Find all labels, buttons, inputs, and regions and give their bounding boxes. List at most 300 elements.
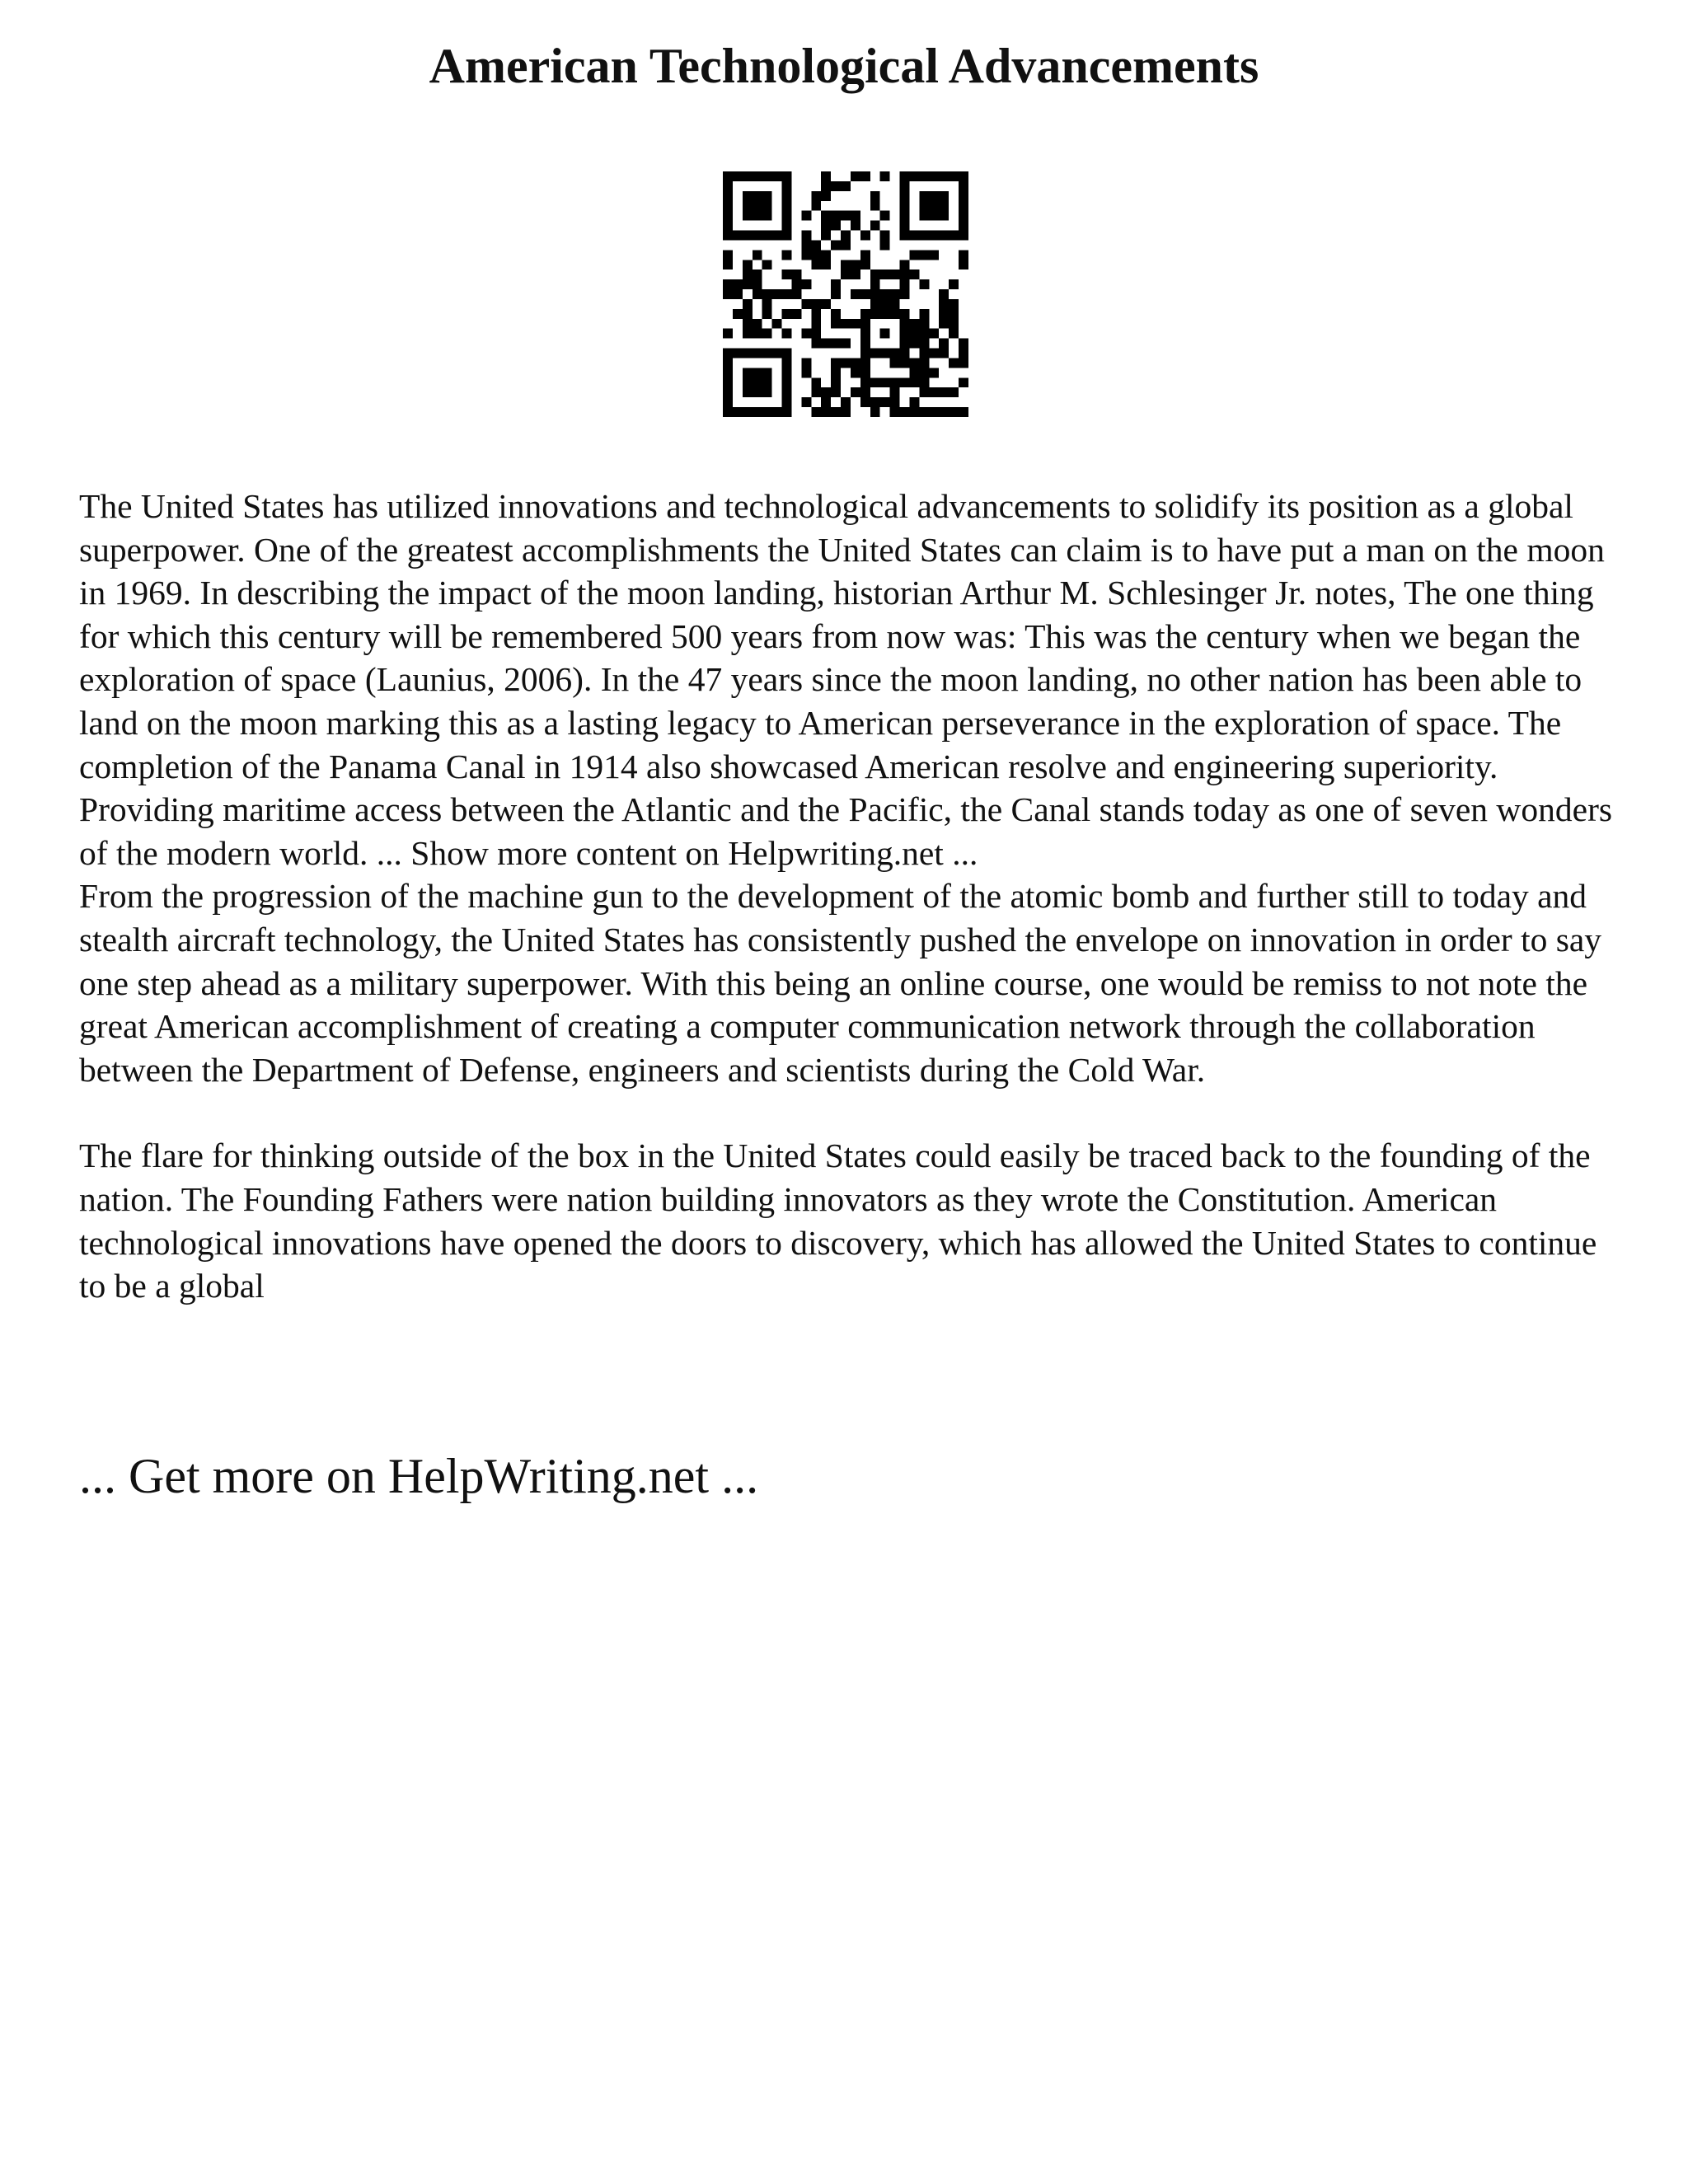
qr-module	[762, 289, 772, 299]
qr-module	[733, 279, 743, 289]
qr-module	[890, 299, 900, 309]
qr-module	[919, 339, 929, 349]
qr-module	[919, 377, 929, 387]
qr-module	[782, 201, 792, 211]
qr-module	[939, 299, 949, 309]
qr-module	[782, 407, 792, 417]
qr-module	[723, 260, 733, 269]
qr-module	[723, 181, 733, 191]
qr-module	[909, 171, 919, 181]
qr-module	[919, 349, 929, 359]
qr-module	[929, 211, 939, 221]
qr-module	[900, 260, 910, 269]
qr-module	[782, 358, 792, 368]
qr-module	[743, 260, 753, 269]
qr-module	[939, 231, 949, 241]
qr-module	[860, 349, 870, 359]
qr-module	[753, 191, 762, 201]
qr-module	[959, 221, 968, 231]
qr-module	[753, 211, 762, 221]
qr-module	[870, 289, 880, 299]
qr-module	[753, 171, 762, 181]
qr-module	[831, 387, 841, 397]
qr-module	[919, 191, 929, 201]
qr-module	[743, 299, 753, 309]
qr-module	[909, 377, 919, 387]
qr-module	[811, 299, 821, 309]
qr-module	[880, 289, 890, 299]
qr-module	[860, 250, 870, 260]
qr-module	[772, 289, 782, 299]
qr-module	[821, 221, 831, 231]
qr-module	[772, 319, 782, 329]
qr-module	[890, 269, 900, 279]
qr-module	[821, 387, 831, 397]
qr-module	[762, 171, 772, 181]
qr-module	[743, 269, 753, 279]
qr-module	[860, 368, 870, 377]
qr-module	[959, 358, 968, 368]
qr-module	[900, 349, 910, 359]
qr-module	[851, 269, 860, 279]
qr-module	[841, 181, 851, 191]
qr-module	[743, 279, 753, 289]
qr-module	[782, 387, 792, 397]
qr-module	[880, 240, 890, 250]
qr-module	[743, 171, 753, 181]
qr-module	[909, 231, 919, 241]
qr-module	[811, 309, 821, 319]
qr-module	[821, 191, 831, 201]
qr-module	[841, 260, 851, 269]
qr-module	[821, 299, 831, 309]
qr-module	[743, 377, 753, 387]
qr-module	[870, 191, 880, 201]
qr-module	[939, 211, 949, 221]
qr-module	[890, 358, 900, 368]
qr-module	[959, 260, 968, 269]
qr-module	[841, 339, 851, 349]
qr-module	[939, 407, 949, 417]
qr-module	[821, 339, 831, 349]
qr-module	[959, 349, 968, 359]
qr-module	[929, 407, 939, 417]
qr-module	[860, 289, 870, 299]
qr-module	[900, 377, 910, 387]
qr-module	[723, 349, 733, 359]
qr-module	[831, 339, 841, 349]
qr-module	[782, 329, 792, 339]
qr-module	[743, 387, 753, 397]
qr-module	[860, 319, 870, 329]
qr-module	[762, 201, 772, 211]
qr-module	[753, 387, 762, 397]
qr-module	[733, 309, 743, 319]
qr-module	[900, 309, 910, 319]
qr-module	[919, 171, 929, 181]
qr-module	[841, 211, 851, 221]
qr-module	[870, 269, 880, 279]
qr-module	[831, 279, 841, 289]
qr-module	[841, 397, 851, 407]
qr-module	[753, 279, 762, 289]
qr-module	[801, 329, 811, 339]
qr-module	[782, 269, 792, 279]
qr-module	[762, 387, 772, 397]
qr-module	[831, 181, 841, 191]
qr-module	[851, 358, 860, 368]
qr-module	[860, 377, 870, 387]
qr-module	[762, 407, 772, 417]
qr-module	[791, 289, 801, 299]
qr-module	[753, 329, 762, 339]
qr-module	[909, 358, 919, 368]
qr-module	[949, 299, 959, 309]
qr-module	[919, 309, 929, 319]
qr-module	[723, 358, 733, 368]
qr-module	[723, 231, 733, 241]
qr-module	[811, 377, 821, 387]
qr-module	[880, 171, 890, 181]
qr-module	[753, 231, 762, 241]
qr-module	[870, 221, 880, 231]
qr-module	[801, 211, 811, 221]
qr-module	[762, 368, 772, 377]
qr-module	[939, 201, 949, 211]
qr-module	[900, 171, 910, 181]
paragraph-2: From the progression of the machine gun to the development of the atomic bomb and further still to today and stealth aircraft technology, the United States has consistently pushed the envelope on innovation in order to say one step ahead as a military superpower. With this being an online course, one would be remiss to not note the great American accomplishment of creating a computer communication network through the collaboration between the Department of Defense, engineers and scientists during the Cold War.	[79, 877, 1602, 1089]
qr-module	[782, 397, 792, 407]
qr-module	[919, 387, 929, 397]
qr-module	[900, 319, 910, 329]
qr-module	[890, 309, 900, 319]
qr-module	[743, 407, 753, 417]
qr-module	[841, 240, 851, 250]
qr-module	[723, 377, 733, 387]
qr-module	[831, 221, 841, 231]
qr-module	[801, 368, 811, 377]
qr-module	[959, 201, 968, 211]
qr-module	[939, 319, 949, 329]
qr-module	[782, 181, 792, 191]
qr-module	[929, 201, 939, 211]
qr-module	[919, 329, 929, 339]
qr-module	[723, 171, 733, 181]
qr-module	[821, 171, 831, 181]
qr-module	[841, 269, 851, 279]
qr-module	[900, 211, 910, 221]
qr-module	[939, 191, 949, 201]
paragraph-3: The flare for thinking outside of the box in the United States could easily be traced back to the founding of the nation. The Founding Fathers were nation building innovators as they wrote the Constitution. American technological innovations have opened the doors to discovery, which has allowed the United States to continue to be a global	[79, 1137, 1597, 1305]
qr-module	[772, 407, 782, 417]
qr-module	[723, 201, 733, 211]
qr-module	[811, 407, 821, 417]
qr-module	[939, 339, 949, 349]
qr-module	[909, 397, 919, 407]
qr-module	[870, 309, 880, 319]
qr-module	[900, 221, 910, 231]
qr-module	[900, 289, 910, 299]
qr-module	[811, 240, 821, 250]
qr-module	[959, 339, 968, 349]
qr-module	[860, 309, 870, 319]
qr-module	[929, 250, 939, 260]
qr-module	[860, 231, 870, 241]
qr-module	[900, 329, 910, 339]
qr-module	[831, 289, 841, 299]
qr-module	[821, 397, 831, 407]
qr-module	[909, 319, 919, 329]
qr-module	[723, 397, 733, 407]
qr-module	[791, 279, 801, 289]
qr-module	[743, 211, 753, 221]
qr-module	[831, 240, 841, 250]
qr-module	[782, 309, 792, 319]
qr-module	[743, 349, 753, 359]
qr-module	[870, 299, 880, 309]
qr-module	[880, 299, 890, 309]
qr-module	[782, 221, 792, 231]
qr-module	[782, 171, 792, 181]
qr-module	[762, 191, 772, 201]
qr-module	[851, 221, 860, 231]
qr-module	[860, 171, 870, 181]
qr-module	[831, 309, 841, 319]
qr-module	[880, 269, 890, 279]
qr-module	[831, 377, 841, 387]
qr-module	[860, 358, 870, 368]
qr-module	[801, 397, 811, 407]
qr-module	[929, 349, 939, 359]
qr-module	[949, 407, 959, 417]
qr-module	[753, 407, 762, 417]
qr-module	[949, 319, 959, 329]
qr-module	[851, 368, 860, 377]
qr-module	[782, 377, 792, 387]
qr-module	[919, 250, 929, 260]
qr-module	[880, 397, 890, 407]
qr-module	[900, 201, 910, 211]
qr-module	[841, 231, 851, 241]
qr-module	[743, 329, 753, 339]
qr-module	[890, 289, 900, 299]
qr-module	[870, 377, 880, 387]
qr-module	[821, 211, 831, 221]
qr-module	[939, 289, 949, 299]
qr-module	[949, 358, 959, 368]
qr-module	[939, 387, 949, 397]
qr-module	[821, 407, 831, 417]
qr-module	[959, 377, 968, 387]
qr-module	[811, 387, 821, 397]
qr-module	[743, 309, 753, 319]
qr-module	[860, 260, 870, 269]
qr-module	[821, 260, 831, 269]
paragraph-spacer	[79, 1091, 1620, 1134]
qr-module	[890, 397, 900, 407]
qr-module	[909, 407, 919, 417]
qr-module	[743, 231, 753, 241]
qr-module	[782, 349, 792, 359]
qr-module	[782, 368, 792, 377]
qr-module	[791, 309, 801, 319]
qr-module	[909, 269, 919, 279]
qr-module	[841, 358, 851, 368]
qr-module	[801, 299, 811, 309]
qr-module	[723, 387, 733, 397]
qr-code-icon	[723, 171, 968, 417]
qr-module	[900, 181, 910, 191]
qr-module	[801, 358, 811, 368]
qr-module	[762, 211, 772, 221]
qr-module	[939, 171, 949, 181]
qr-module	[860, 339, 870, 349]
qr-module	[929, 231, 939, 241]
qr-module	[841, 407, 851, 417]
qr-module	[929, 171, 939, 181]
qr-module	[900, 269, 910, 279]
qr-module	[929, 191, 939, 201]
qr-module	[870, 201, 880, 211]
qr-module	[949, 171, 959, 181]
qr-module	[811, 191, 821, 201]
qr-module	[723, 368, 733, 377]
qr-module	[880, 329, 890, 339]
qr-module	[959, 407, 968, 417]
qr-module	[723, 289, 733, 299]
qr-module	[959, 250, 968, 260]
qr-module	[851, 387, 860, 397]
qr-module	[723, 221, 733, 231]
qr-module	[831, 319, 841, 329]
qr-module	[890, 377, 900, 387]
qr-module	[743, 201, 753, 211]
qr-module	[900, 231, 910, 241]
qr-module	[762, 260, 772, 269]
qr-module	[772, 349, 782, 359]
get-more-link[interactable]: ... Get more on HelpWriting.net ...	[79, 1449, 759, 1503]
qr-module	[811, 329, 821, 339]
qr-module	[959, 181, 968, 191]
qr-module	[929, 329, 939, 339]
qr-module	[811, 319, 821, 329]
paragraph-1: The United States has utilized innovations and technological advancements to solidify its position as a global superpower. One of the greatest accomplishments the United States can claim is to have put a man on the moon in 1969. In describing the impact of the moon landing, historian Arthur M. Schlesinger Jr. notes, The one thing for which this century will be remembered 500 years from now was: This was the century when we began the exploration of space (Launius, 2006). In the 47 years since the moon landing, no other nation has been able to land on the moon marking this as a lasting legacy to American perseverance in the exploration of space. The completion of the Panama Canal in 1914 also showcased American resolve and engineering superiority. Providing maritime access between the Atlantic and the Pacific, the Canal stands today as one of seven wonders of the modern world. ... Show more content on Helpwriting.net ...	[79, 487, 1613, 872]
qr-module	[782, 250, 792, 260]
qr-module	[811, 260, 821, 269]
qr-module	[762, 231, 772, 241]
qr-module	[821, 181, 831, 191]
qr-module	[801, 231, 811, 241]
qr-module	[860, 397, 870, 407]
qr-module	[753, 319, 762, 329]
qr-module	[841, 319, 851, 329]
qr-module	[870, 397, 880, 407]
qr-module	[949, 231, 959, 241]
qr-module	[723, 407, 733, 417]
qr-module	[959, 231, 968, 241]
qr-module	[811, 201, 821, 211]
qr-module	[919, 231, 929, 241]
qr-module	[909, 250, 919, 260]
qr-module	[762, 309, 772, 319]
qr-module	[743, 368, 753, 377]
qr-module	[880, 211, 890, 221]
qr-module	[743, 319, 753, 329]
qr-module	[939, 309, 949, 319]
qr-module	[851, 171, 860, 181]
qr-module	[860, 329, 870, 339]
qr-module	[880, 231, 890, 241]
qr-module	[782, 211, 792, 221]
qr-module	[801, 279, 811, 289]
qr-module	[900, 339, 910, 349]
qr-module	[723, 191, 733, 201]
qr-module	[831, 368, 841, 377]
qr-module	[919, 368, 929, 377]
qr-module	[782, 289, 792, 299]
qr-module	[919, 279, 929, 289]
qr-module	[890, 349, 900, 359]
qr-module	[851, 211, 860, 221]
qr-module	[733, 407, 743, 417]
qr-module	[762, 329, 772, 339]
qr-module	[851, 319, 860, 329]
qr-module	[890, 407, 900, 417]
qr-module	[821, 250, 831, 260]
qr-module	[959, 191, 968, 201]
qr-module	[900, 358, 910, 368]
qr-module	[762, 299, 772, 309]
qr-module	[900, 279, 910, 289]
qr-module	[919, 201, 929, 211]
qr-module	[733, 171, 743, 181]
qr-module	[743, 191, 753, 201]
qr-module	[762, 349, 772, 359]
qr-module	[880, 377, 890, 387]
qr-module	[909, 339, 919, 349]
qr-module	[733, 231, 743, 241]
qr-module	[782, 231, 792, 241]
qr-module	[753, 289, 762, 299]
qr-module	[949, 309, 959, 319]
qr-module	[959, 211, 968, 221]
qr-module	[909, 368, 919, 377]
qr-module	[900, 407, 910, 417]
qr-module	[919, 319, 929, 329]
qr-module	[929, 368, 939, 377]
qr-module	[900, 191, 910, 201]
qr-module	[851, 260, 860, 269]
qr-module	[831, 211, 841, 221]
qr-module	[753, 269, 762, 279]
qr-module	[860, 387, 870, 397]
qr-module	[831, 358, 841, 368]
qr-module	[753, 368, 762, 377]
qr-module	[919, 358, 929, 368]
qr-module	[723, 279, 733, 289]
qr-module	[919, 211, 929, 221]
qr-module	[880, 309, 890, 319]
qr-module	[870, 407, 880, 417]
qr-module	[772, 171, 782, 181]
qr-module	[723, 250, 733, 260]
qr-module	[753, 377, 762, 387]
qr-module	[762, 377, 772, 387]
article-body	[79, 485, 1620, 1308]
qr-module	[733, 289, 743, 299]
qr-module	[851, 289, 860, 299]
qr-module	[753, 349, 762, 359]
